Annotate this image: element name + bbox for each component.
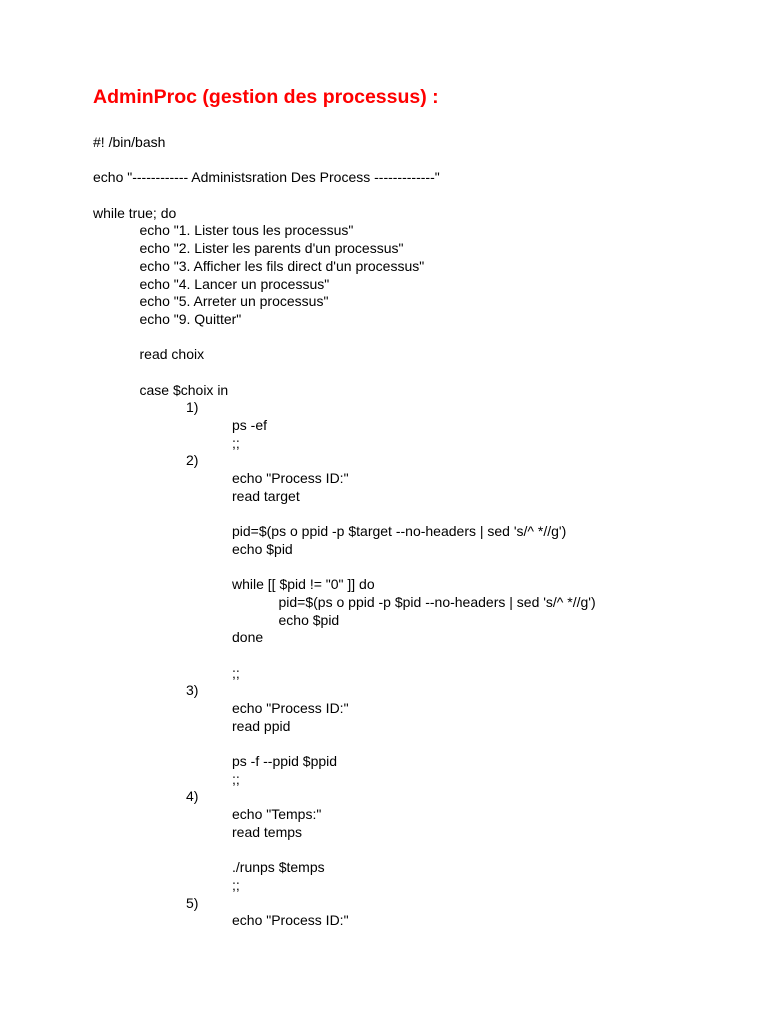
code-line: echo "Temps:" — [232, 806, 322, 823]
code-line: 5) — [186, 894, 199, 911]
code-line: ;; — [232, 876, 240, 893]
code-line: echo "3. Afficher les fils direct d'un processus" — [139, 257, 425, 274]
blank-line — [93, 329, 753, 347]
code-line: read temps — [232, 823, 303, 840]
code-line: 4) — [186, 788, 199, 805]
code-line: pid=$(ps o ppid -p $target --no-headers | sed 's/^ *//g') — [232, 523, 567, 540]
blank-line — [93, 505, 753, 523]
code-line: echo "------------ Administsration Des Process -------------" — [93, 169, 440, 186]
code-line: echo "5. Arreter un processus" — [139, 293, 329, 310]
code-line: ps -ef — [232, 417, 268, 433]
code-line: while true; do — [93, 204, 177, 221]
code-line: 1) — [186, 399, 199, 416]
code-line: ./runps $temps — [232, 859, 325, 876]
code-line: ;; — [232, 664, 240, 681]
code-line: echo $pid — [232, 540, 293, 557]
blank-line — [93, 735, 753, 753]
code-line: pid=$(ps o ppid -p $pid --no-headers | sed 's/^ *//g') — [278, 593, 596, 610]
code-line: ps -f --ppid $ppid — [232, 753, 338, 770]
code-line: ;; — [232, 434, 240, 451]
code-block — [93, 134, 753, 930]
code-line: read target — [232, 487, 300, 504]
code-line: echo "Process ID:" — [232, 912, 349, 929]
blank-line — [93, 187, 753, 205]
code-line: 3) — [186, 682, 199, 699]
code-line: read choix — [139, 346, 205, 363]
code-line: echo $pid — [278, 611, 340, 628]
code-line: ;; — [232, 770, 240, 787]
blank-line — [93, 364, 753, 382]
code-line: while [[ $pid != "0" ]] do — [232, 576, 375, 593]
blank-line — [93, 559, 753, 577]
code-line: echo "Process ID:" — [232, 700, 349, 716]
code-line: echo "Process ID:" — [232, 470, 349, 487]
code-line: done — [232, 629, 264, 646]
code-line: echo "2. Lister les parents d'un processus" — [139, 240, 404, 257]
code-line: echo "4. Lancer un processus" — [139, 275, 330, 292]
code-line: 2) — [186, 452, 199, 469]
code-line: case $choix in — [139, 381, 229, 398]
code-line: #! /bin/bash — [93, 134, 166, 150]
blank-line — [93, 647, 753, 665]
code-line: read ppid — [232, 717, 291, 734]
blank-line — [93, 152, 753, 170]
code-line: echo "9. Quitter" — [139, 310, 242, 327]
blank-line — [93, 842, 753, 860]
code-line: echo "1. Lister tous les processus" — [139, 222, 354, 239]
document-title: AdminProc (gestion des processus) : — [93, 86, 439, 108]
